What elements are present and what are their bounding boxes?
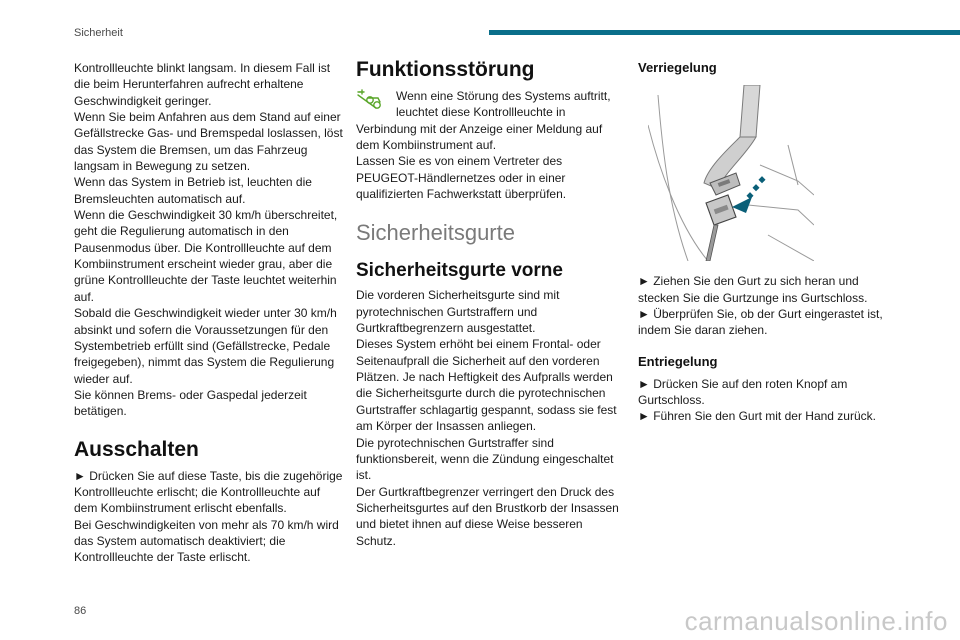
right-column [638, 60, 900, 425]
warning-block [356, 88, 624, 153]
body-paragraph: Kontrollleuchte blinkt langsam. In diesem Fall ist die beim Herunterfahren aufrecht erhaltene Geschwindigkeit geringer. [74, 61, 331, 108]
body-paragraph: ► Drücken Sie auf diese Taste, bis die zugehörige Kontrollleuchte erlischt; die Kontrollleuchte auf dem Kombiinstrument erlischt ebenfalls. [74, 468, 343, 516]
body-paragraph: Die pyrotechnischen Gurtstraffer sind funktionsbereit, wenn die Zündung eingeschaltet ist. [356, 435, 614, 483]
body-paragraph: Die vorderen Sicherheitsgurte sind mit pyrotechnischen Gurtstraffern und Gurtkraftbegrenzern ausgestattet. [356, 288, 560, 336]
body-paragraph: Der Gurtkraftbegrenzer verringert den Druck des Sicherheitsgurtes auf den Brustkorb der Insassen und bietet ihnen auf diese Weise besseren Schutz. [356, 484, 619, 548]
section-title: Sicherheitsgurte [356, 220, 515, 246]
body-paragraph: Sobald die Geschwindigkeit wieder unter 30 km/h absinkt und sofern die Voraussetzungen für den Systembetrieb erfüllt sind (Gefällstrecke, Pedale freigegeben), nimmt das System die Regulierung wieder auf. [74, 306, 337, 386]
left-column [74, 60, 344, 566]
body-paragraph: Wenn das System in Betrieb ist, leuchten die Bremsleuchten automatisch auf. [74, 175, 312, 206]
hill-descent-warning-icon [356, 89, 386, 111]
body-paragraph: Sie können Brems- oder Gaspedal jederzeit betätigen. [74, 387, 307, 419]
middle-column [356, 60, 624, 549]
page-number: 86 [74, 605, 87, 617]
watermark: carmanualsonline.info [684, 606, 948, 636]
entriegelung-heading: Entriegelung [638, 353, 718, 369]
seatbelt-buckle-illustration [648, 85, 814, 261]
gurte-vorne-heading: Sicherheitsgurte vorne [356, 260, 563, 282]
body-paragraph: Lassen Sie es von einem Vertreter des PEUGEOT-Händlernetzes oder in einer qualifizierten Fachwerkstatt überprüfen. [356, 154, 567, 202]
body-paragraph: ► Ziehen Sie den Gurt zu sich heran und stecken Sie die Gurtzunge ins Gurtschloss. [638, 274, 868, 305]
verriegelung-heading: Verriegelung [638, 60, 717, 75]
warning-rest: Verbindung mit der Anzeige einer Meldung auf dem Kombiinstrument auf. [356, 121, 603, 153]
body-paragraph: Wenn die Geschwindigkeit 30 km/h überschreitet, geht die Regulierung automatisch in den Pausenmodus über. Die Kontrollleuchte auf dem Kombiinstrument erscheint wieder grau, aber die grüne Kontrollleuchte der Taste leuchtet weiterhin auf. [74, 208, 338, 304]
ausschalten-heading: Ausschalten [74, 437, 199, 461]
running-head: Sicherheit [74, 27, 123, 39]
body-paragraph: Bei Geschwindigkeiten von mehr als 70 km/h wird das System automatisch deaktiviert; die Kontrollleuchte der Taste erlischt. [74, 517, 339, 565]
body-paragraph: ► Drücken Sie auf den roten Knopf am Gurtschloss. [638, 376, 848, 408]
body-paragraph: ► Überprüfen Sie, ob der Gurt eingerastet ist, indem Sie daran ziehen. [638, 307, 883, 338]
funktionsstoerung-heading: Funktionsstörung [356, 58, 535, 81]
body-paragraph: Dieses System erhöht bei einem Frontal- oder Seitenaufprall die Sicherheit auf den vorderen Plätzen. Je nach Heftigkeit des Aufpralls werden die Sicherheitsgurte durch die pyrotechnischen Gurtstraffer schlagartig gespannt, sodass sie fest am Körper der Insassen anliegen. [356, 337, 617, 434]
body-paragraph: Wenn Sie beim Anfahren aus dem Stand auf einer Gefällstrecke Gas- und Bremspedal loslassen, löst das System die Bremsen, um das Fahrzeug langsam in Bewegung zu setzen. [74, 110, 343, 174]
body-paragraph: ► Führen Sie den Gurt mit der Hand zurück. [638, 409, 876, 424]
warning-lead: Wenn eine Störung des Systems auftritt, leuchtet diese Kontrollleuchte in [396, 89, 611, 120]
header-rule [489, 30, 960, 35]
